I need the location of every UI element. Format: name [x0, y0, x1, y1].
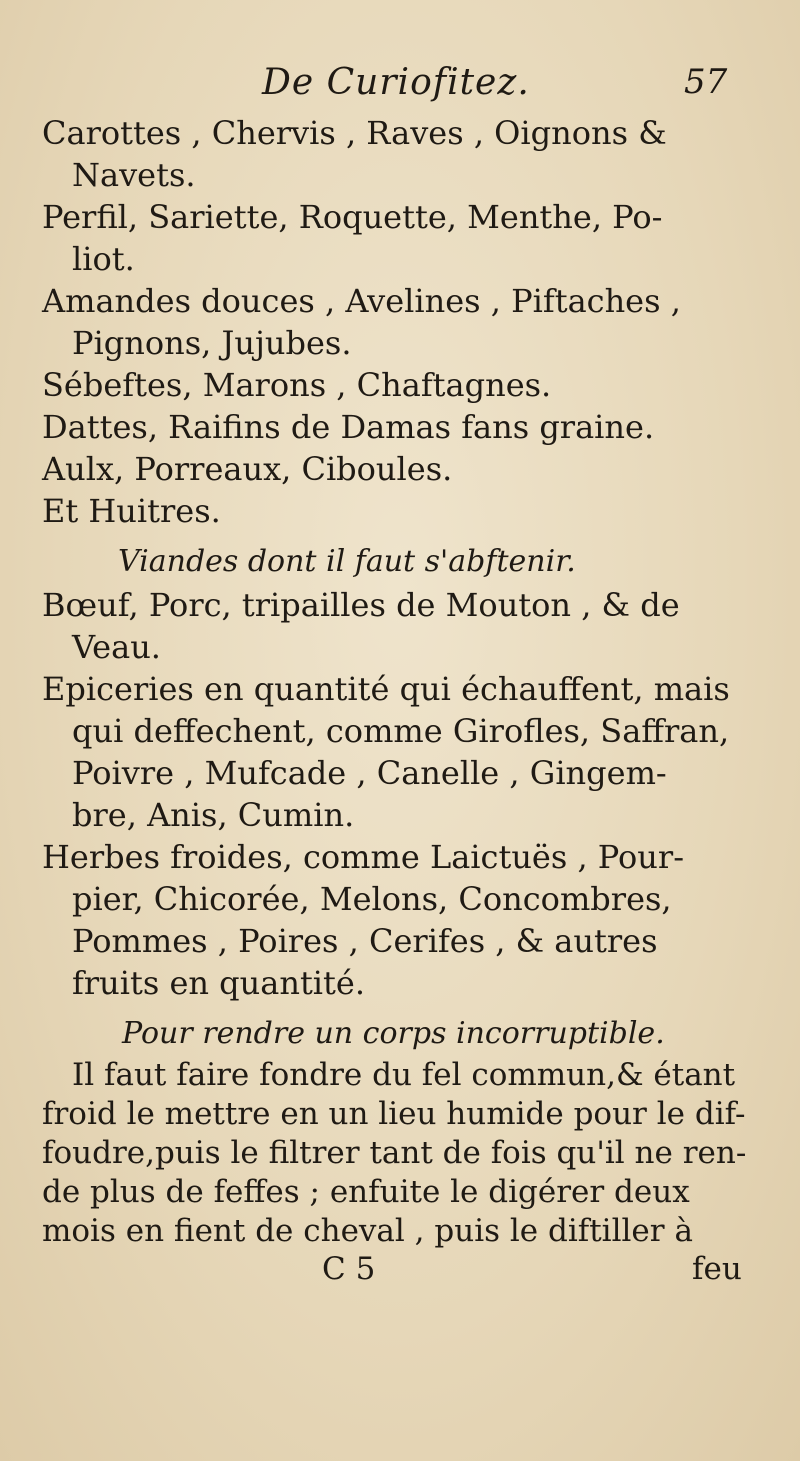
text-line: qui deffechent, comme Girofles, Saffran,: [72, 712, 730, 750]
text-line: Pignons, Jujubes.: [72, 324, 352, 362]
text-line: Sébeftes, Marons , Chaftagnes.: [42, 366, 552, 404]
text-line: Veau.: [72, 628, 161, 666]
text-line: pier, Chicorée, Melons, Concombres,: [72, 880, 672, 918]
text-line: fruits en quantité.: [72, 964, 365, 1002]
running-title: De Curiofitez.: [262, 62, 530, 103]
text-line: Navets.: [72, 156, 196, 194]
paragraph-line: foudre,puis le filtrer tant de fois qu'il ne ren-: [42, 1135, 747, 1171]
text-line: Perfil, Sariette, Roquette, Menthe, Po-: [42, 198, 663, 236]
text-line: liot.: [72, 240, 135, 278]
page-number: 57: [684, 62, 728, 102]
page-header: [0, 62, 800, 106]
text-line: Carottes , Chervis , Raves , Oignons &: [42, 114, 667, 152]
text-line: Herbes froides, comme Laictuës , Pour-: [42, 838, 685, 876]
paragraph-line: Il faut faire fondre du fel commun,& étant: [72, 1057, 736, 1093]
paragraph-line: de plus de feffes ; enfuite le digérer deux: [42, 1174, 690, 1210]
text-line: Poivre , Mufcade , Canelle , Gingem-: [72, 754, 667, 792]
signature-mark: C 5: [322, 1251, 376, 1287]
catchword: feu: [692, 1251, 742, 1287]
paragraph-line: froid le mettre en un lieu humide pour le dif-: [42, 1096, 746, 1132]
text-line: Epiceries en quantité qui échauffent, mais: [42, 670, 730, 708]
paragraph-line: mois en fient de cheval , puis le diftiller à: [42, 1213, 693, 1249]
text-line: Et Huitres.: [42, 492, 221, 530]
page-body: [42, 112, 762, 1291]
text-line: bre, Anis, Cumin.: [72, 796, 355, 834]
text-line: Aulx, Porreaux, Ciboules.: [42, 450, 453, 488]
text-line: Bœuf, Porc, tripailles de Mouton , & de: [42, 586, 680, 624]
text-line: Dattes, Raifins de Damas fans graine.: [42, 408, 655, 446]
text-line: Pommes , Poires , Cerifes , & autres: [72, 922, 658, 960]
page-footer: [42, 1251, 762, 1291]
section-heading: Pour rendre un corps incorruptible.: [122, 1016, 665, 1051]
section-heading: Viandes dont il faut s'abftenir.: [118, 544, 576, 579]
text-line: Amandes douces , Avelines , Piftaches ,: [42, 282, 681, 320]
